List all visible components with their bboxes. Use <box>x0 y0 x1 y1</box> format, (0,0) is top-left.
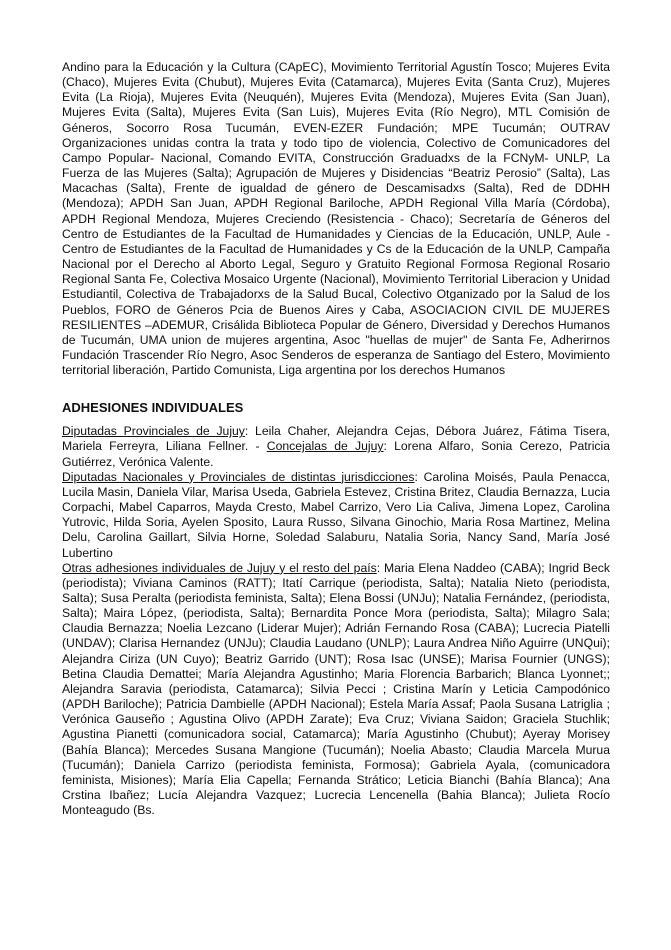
organizations-paragraph: Andino para la Educación y la Cultura (CApEC), Movimiento Territorial Agustín Tosco; Mujeres Evita (Chaco), Mujeres Evita (Chubut), Mujeres Evita (Catamarca), Mujeres Evita (Santa Cruz), Mujeres Evita (La Rioja), Mujeres Evita (Neuquén), Mujeres Evita (Mendoza), Mujeres Evita (San Juan), Mujeres Evita (Salta), Mujeres Evita (San Luis), Mujeres Evita (Río Negro), MTL Comisión de Géneros, Socorro Rosa Tucumán, EVEN-EZER Fundación; MPE Tucumán; OUTRAV Organizaciones unidas contra la trata y todo tipo de violencia, Colectivo de Comunicadores del Campo Popular- Nacional, Comando EVITA, Construcción Graduadxs de la FCNyM- UNLP, La Fuerza de las Mujeres (Salta); Agrupación de Mujeres y Disidencias “Beatriz Perosio” (Salta), Las Macachas (Salta), Frente de igualdad de género de Descamisadxs (Salta), Red de DDHH (Mendoza); APDH San Juan, APDH Regional Bariloche, APDH Regional Villa María (Córdoba), APDH Regional Mendoza, Mujeres Creciendo (Resistencia - Chaco); Secretaría de Géneros del Centro de Estudiantes de la Facultad de Humanidades y Ciencias de la Educación, UNLP, Aule - Centro de Estudiantes de la Facultad de Humanidades y Cs de la Educación de la UNLP, Campaña Nacional por el Derecho al Aborto Legal, Seguro y Gratuito Regional Formosa Regional Rosario Regional Santa Fe, Colectiva Mosaico Urgente (Nacional), Movimiento Territorial Liberacion y Unidad Estudiantil, Colectiva de Trabajadorxs de la Salud Bucal, Colectivo Otganizado por la Salud de los Pueblos, FORO de Géneros Pcia de Buenos Aires y Caba, ASOCIACION CIVIL DE MUJERES RESILIENTES –ADEMUR, Crisálida Biblioteca Popular de Género, Diversidad y Derechos Humanos de Tucumán, UMA union de mujeres argentina, Asoc "huellas de mujer" de Santa Fe, Adherirnos Fundación Trascender Río Negro, Asoc Senderos de esperanza de Santiago del Estero, Movimiento territorial liberación, Partido Comunista, Liga argentina por los derechos Humanos <box>62 60 610 378</box>
councilwomen-jujuy-list: : Lorena Alfaro, Sonia Cerezo, Patricia Gutiérrez, Verónica Valente. <box>62 439 610 469</box>
other-individual-adhesions-list: : Maria Elena Naddeo (CABA); Ingrid Beck (periodista); Viviana Caminos (RATT); Itatí Carrique (periodista, Salta); Natalia Nieto (periodista, Salta); Susa Peralta (periodista feminista, Salta); Elena Bossi (UNJu); Natalia Fernández, (periodista, Salta); Maira López, (periodista, Salta); Bernardita Ponce Mora (periodista, Salta); Milagro Sala; Claudia Bernazza; Noelia Lezcano (Liderar Mujer); Adrián Fernando Rosa (CABA); Lucrecia Piatelli (UNDAV); Clarisa Hernandez (UNJu); Claudia Laudano (UNLP); Laura Andrea Niño Aguirre (UNQui); Alejandra Ciriza (UN Cuyo); Beatriz Garrido (UNT); Rosa Isac (UNSE); Marisa Fournier (UNGS); Betina Claudia Demattei; María Alejandra Agustinho; Maria Florencia Barbarich; Blanca Lyonnet;; Alejandra Saravia (periodista, Catamarca); Silvia Pecci ; Cristina Marín y Leticia Campodónico (APDH Bariloche); Patricia Dambielle (APDH Nacional); Estela María Assaf; Paola Susana Latriglia ; Verónica Gauseño ; Agustina Olivo (APDH Zarate); Eva Cruz; Viviana Saidon; Graciela Stuchlik; Agustina Pianetti (comunicadora social, Catamarca); María Agustinho (Chubut); Ayeray Morisey (Bahía Blanca); Mercedes Susana Mangione (Tucumán); Noelia Abasto; Claudia Marcela Murua (Tucumán); Daniela Carrizo (periodista feminista, Formosa); Gabriela Ayala, (comunicadora feminista, Misiones); María Elia Capella; Fernanda Strático; Leticia Bianchi (Bahía Blanca); Ana Crstina Ibañez; Lucía Alejandra Vazquez; Lucrecia Lencenella (Bahia Blanca); Julieta Rocío Monteagudo (Bs. <box>62 560 610 818</box>
national-provincial-deputies-label: Diputadas Nacionales y Provinciales de distintas jurisdicciones <box>62 469 415 484</box>
provincial-deputies-jujuy-label: Diputadas Provinciales de Jujuy <box>62 424 245 439</box>
document-page <box>62 60 610 818</box>
provincial-deputies-jujuy-paragraph <box>62 424 610 469</box>
councilwomen-jujuy-label: Concejalas de Jujuy <box>266 439 384 454</box>
national-provincial-deputies-paragraph <box>62 470 610 561</box>
other-individual-adhesions-paragraph <box>62 561 610 819</box>
provincial-deputies-jujuy-list: : Leila Chaher, Alejandra Cejas, Débora Juárez, Fátima Tisera, Mariela Ferreyra, Liliana Fellner. - <box>62 424 610 454</box>
other-individual-adhesions-label: Otras adhesiones individuales de Jujuy y el resto del país <box>62 560 377 575</box>
national-provincial-deputies-list: : Carolina Moisés, Paula Penacca, Lucila Masin, Daniela Vilar, Marisa Useda, Gabriela Estevez, Cristina Britez, Claudia Bernazza, Lucia Corpachi, Mabel Caparros, Mayda Cresto, Mabel Carrizo, Vero Lia Caliva, Jimena Lopez, Carolina Yutrovic, Hilda Soria, Ayelen Sposito, Laura Russo, Silvana Ginochio, Maria Rosa Martinez, Melina Delu, Carolina Gaillart, Silvia Horne, Soledad Salaburu, Natalia Soria, Nancy Sand, María José Lubertino <box>62 469 610 560</box>
section-heading-individual-adhesions: ADHESIONES INDIVIDUALES <box>62 400 244 416</box>
